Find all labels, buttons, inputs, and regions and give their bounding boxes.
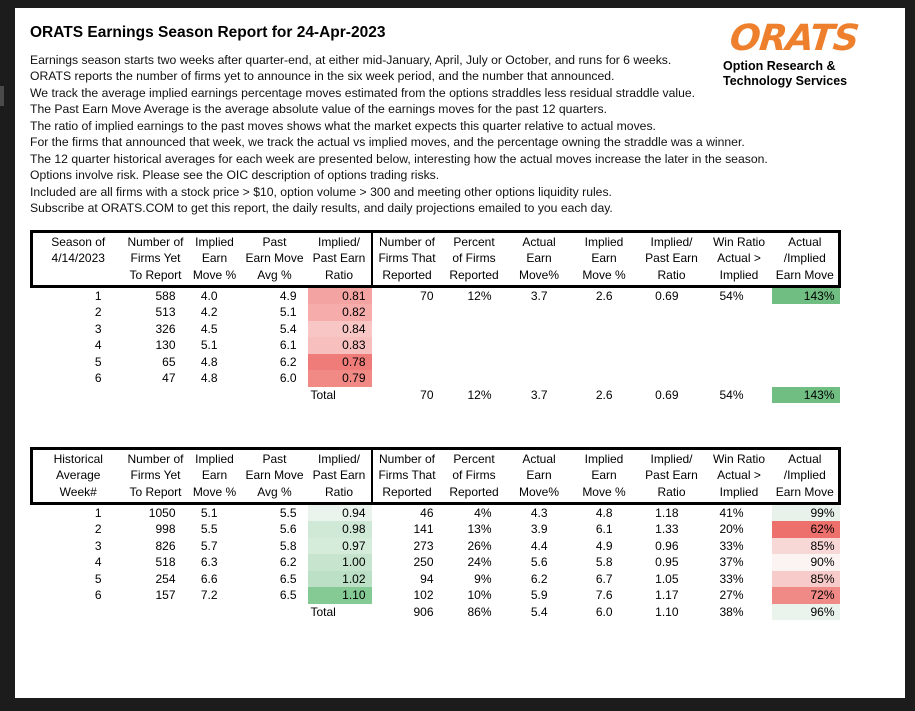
cell: 62% [772, 521, 840, 538]
column-header: Implied/ Past Earn Ratio [308, 449, 372, 504]
table-row [32, 554, 840, 571]
cell: 24% [467, 555, 492, 570]
cell [637, 321, 707, 338]
table-row [32, 370, 840, 387]
cell: 90% [772, 554, 840, 571]
cell: 7.2 [200, 588, 218, 603]
cell [707, 337, 772, 354]
cell: 3.7 [530, 387, 548, 402]
orats-tagline-line1: Option Research & [723, 59, 836, 73]
cell: 326 [155, 321, 176, 336]
column-header: Implied Earn Move % [188, 232, 242, 287]
cell [572, 304, 637, 321]
column-header: Percent of Firms Reported [442, 449, 507, 504]
cell: 6.6 [200, 571, 218, 586]
cell: 65 [162, 354, 176, 369]
cell [372, 321, 442, 338]
cell: 518 [155, 555, 176, 570]
intro-line: For the firms that announced that week, we track the actual vs implied moves, and the percentage owning the straddle was a winner. [30, 135, 745, 150]
cell: 4% [474, 505, 492, 520]
cell [507, 321, 572, 338]
cell: 85% [772, 538, 840, 555]
report-title: ORATS Earnings Season Report for 24-Apr-2023 [30, 24, 386, 41]
cell: 6.5 [279, 571, 297, 586]
cell [507, 354, 572, 371]
cell: 1050 [148, 505, 176, 520]
cell: 12% [467, 288, 492, 303]
cell: 102 [413, 588, 434, 603]
cell: 6.3 [200, 555, 218, 570]
cell [442, 321, 507, 338]
cell: Total [310, 387, 336, 402]
cell [772, 354, 840, 371]
column-header: Implied Earn Move % [188, 449, 242, 504]
cell: 2 [94, 522, 102, 537]
cell: 94 [420, 571, 434, 586]
cell: 96% [772, 604, 840, 621]
column-header: Actual Earn Move% [507, 232, 572, 287]
column-header: Actual /Implied Earn Move [772, 232, 840, 287]
cell: 3 [94, 538, 102, 553]
cell [507, 304, 572, 321]
cell: 2.6 [595, 288, 613, 303]
cell: 47 [162, 371, 176, 386]
cell: 513 [155, 305, 176, 320]
cell: 6.0 [595, 604, 613, 619]
cell: 1.10 [308, 587, 372, 604]
cell: 9% [474, 571, 492, 586]
total-row [32, 387, 840, 404]
cell: 6 [94, 588, 102, 603]
cell [637, 337, 707, 354]
cell: 0.82 [308, 304, 372, 321]
cell: 250 [413, 555, 434, 570]
cell [507, 337, 572, 354]
cell: 4 [94, 338, 102, 353]
table-row [32, 571, 840, 588]
table-row [32, 521, 840, 538]
cell: 54% [719, 288, 744, 303]
cell: 130 [155, 338, 176, 353]
cell: 6.1 [279, 338, 297, 353]
cell: 6.1 [595, 522, 613, 537]
cell [572, 337, 637, 354]
cell: 5.5 [200, 522, 218, 537]
cell: 143% [772, 387, 840, 404]
cell [707, 370, 772, 387]
header-row [32, 232, 840, 287]
report-page [15, 8, 905, 698]
cell: 588 [155, 288, 176, 303]
cell: 4 [94, 555, 102, 570]
intro-line: The Past Earn Move Average is the average absolute value of the earnings moves for the past 12 quarters. [30, 102, 607, 117]
cell [772, 304, 840, 321]
cell: 826 [155, 538, 176, 553]
cell: 0.69 [655, 387, 679, 402]
cell: 0.84 [308, 321, 372, 338]
cell: 2.6 [595, 387, 613, 402]
cell: 1 [94, 505, 102, 520]
cell: 141 [413, 522, 434, 537]
intro-text [30, 52, 780, 217]
cell: 6.2 [530, 571, 548, 586]
intro-line: Options involve risk. Please see the OIC description of options trading risks. [30, 168, 440, 183]
cell [32, 604, 124, 621]
cell: 3.9 [530, 522, 548, 537]
cell: 5.8 [279, 538, 297, 553]
cell: 6.5 [279, 588, 297, 603]
cell: 70 [420, 288, 434, 303]
table-row [32, 337, 840, 354]
cell: 4.9 [279, 288, 297, 303]
cell: 70 [420, 387, 434, 402]
orats-tagline-line2: Technology Services [723, 74, 848, 88]
cell: 1 [94, 288, 102, 303]
intro-line: We track the average implied earnings percentage moves estimated from the options straddles less residual straddle value. [30, 85, 696, 100]
cell: 27% [719, 588, 744, 603]
cell: 10% [467, 588, 492, 603]
cell [507, 370, 572, 387]
intro-line: Subscribe at ORATS.COM to get this report, the daily results, and daily projections emailed to you each day. [30, 201, 613, 216]
cell: 54% [719, 387, 744, 402]
table-row [32, 587, 840, 604]
cell: 5.4 [279, 321, 297, 336]
cell: 33% [719, 538, 744, 553]
cell: 4.5 [200, 321, 218, 336]
cell: 0.78 [308, 354, 372, 371]
column-header: Actual Earn Move% [507, 449, 572, 504]
cell [188, 387, 242, 404]
cell [372, 304, 442, 321]
cell [572, 370, 637, 387]
column-header: Win Ratio Actual > Implied [707, 232, 772, 287]
cell [772, 337, 840, 354]
cell: 5.5 [279, 505, 297, 520]
cell: Total [310, 604, 336, 619]
cell: 254 [155, 571, 176, 586]
cell: 5.1 [200, 505, 218, 520]
column-header: Implied/ Past Earn Ratio [637, 449, 707, 504]
column-header: Win Ratio Actual > Implied [707, 449, 772, 504]
cell: 99% [772, 503, 840, 521]
table-row [32, 538, 840, 555]
cell: 998 [155, 522, 176, 537]
cell [572, 321, 637, 338]
cell: 1.18 [655, 505, 679, 520]
cell: 6.7 [595, 571, 613, 586]
column-header: Number of Firms Yet To Report [124, 449, 188, 504]
intro-line: The ratio of implied earnings to the past moves shows what the market expects this quarter relative to actual moves. [30, 118, 656, 133]
cell: 38% [719, 604, 744, 619]
column-header: Number of Firms That Reported [372, 232, 442, 287]
column-header: Past Earn Move Avg % [242, 232, 308, 287]
cell: 4.8 [595, 505, 613, 520]
cell [242, 387, 308, 404]
cell: 157 [155, 588, 176, 603]
cell: 0.81 [308, 286, 372, 304]
cell [707, 321, 772, 338]
cell: 906 [413, 604, 434, 619]
orats-wordmark-icon: ORATS [727, 18, 861, 59]
cell: 20% [719, 522, 744, 537]
column-header: Historical Average Week# [32, 449, 124, 504]
table-row [32, 286, 840, 304]
cell: 46 [420, 505, 434, 520]
cell: 4.4 [530, 538, 548, 553]
cell [442, 370, 507, 387]
cell: 26% [467, 538, 492, 553]
cell: 33% [719, 571, 744, 586]
cell [372, 337, 442, 354]
cell: 6.2 [279, 354, 297, 369]
cell: 0.98 [308, 521, 372, 538]
total-row [32, 604, 840, 621]
cell [572, 354, 637, 371]
cell: 1.17 [655, 588, 679, 603]
table-row [32, 304, 840, 321]
cell: 4.2 [200, 305, 218, 320]
cell: 13% [467, 522, 492, 537]
cell: 37% [719, 555, 744, 570]
cell: 5.9 [530, 588, 548, 603]
cell: 6.0 [279, 371, 297, 386]
historical-table [30, 447, 841, 620]
cell: 5.4 [530, 604, 548, 619]
cell: 273 [413, 538, 434, 553]
cell [772, 321, 840, 338]
cell [637, 354, 707, 371]
column-header: Number of Firms Yet To Report [124, 232, 188, 287]
cell [442, 304, 507, 321]
cell: 72% [772, 587, 840, 604]
cell: 86% [467, 604, 492, 619]
cell: 4.0 [200, 288, 218, 303]
cell [124, 604, 188, 621]
cell: 6 [94, 371, 102, 386]
cell: 3 [94, 321, 102, 336]
column-header: Season of 4/14/2023 [32, 232, 124, 287]
column-header: Implied/ Past Earn Ratio [637, 232, 707, 287]
header-row [32, 449, 840, 504]
season-table [30, 230, 841, 403]
cell [707, 304, 772, 321]
intro-line: Included are all firms with a stock price > $10, option volume > 300 and meeting other options liquidity rules. [30, 184, 612, 199]
cell: 1.33 [655, 522, 679, 537]
cell: 0.97 [308, 538, 372, 555]
cell [637, 370, 707, 387]
cell [372, 354, 442, 371]
cell: 0.95 [655, 555, 679, 570]
table-row [32, 503, 840, 521]
cell [242, 604, 308, 621]
cell: 2 [94, 305, 102, 320]
intro-line: Earnings season starts two weeks after quarter-end, at either mid-January, April, July or October, and runs for 6 weeks. [30, 53, 672, 67]
cell: 5.8 [595, 555, 613, 570]
cell: 4.9 [595, 538, 613, 553]
cell: 0.94 [308, 503, 372, 521]
column-header: Percent of Firms Reported [442, 232, 507, 287]
cell: 5.6 [279, 522, 297, 537]
column-header: Implied Earn Move % [572, 449, 637, 504]
cell: 1.10 [655, 604, 679, 619]
cell: 4.8 [200, 371, 218, 386]
cell: 1.05 [655, 571, 679, 586]
cell: 1.02 [308, 571, 372, 588]
cell: 7.6 [595, 588, 613, 603]
cell [32, 387, 124, 404]
cell: 1.00 [308, 554, 372, 571]
cell: 85% [772, 571, 840, 588]
cell: 0.96 [655, 538, 679, 553]
column-header: Implied Earn Move % [572, 232, 637, 287]
cell: 143% [772, 286, 840, 304]
cell [637, 304, 707, 321]
cell: 5 [94, 354, 102, 369]
cell: 6.2 [279, 555, 297, 570]
cell [372, 370, 442, 387]
cell: 12% [467, 387, 492, 402]
intro-line: The 12 quarter historical averages for each week are presented below, interesting how the actual moves increase the later in the season. [30, 151, 768, 166]
cell [442, 337, 507, 354]
cell: 5.1 [279, 305, 297, 320]
cell [772, 370, 840, 387]
cell: 4.3 [530, 505, 548, 520]
cell: 4.8 [200, 354, 218, 369]
cell: 0.79 [308, 370, 372, 387]
column-header: Actual /Implied Earn Move [772, 449, 840, 504]
intro-line: ORATS reports the number of firms yet to announce in the six week period, and the number that announced. [30, 69, 615, 84]
cell [124, 387, 188, 404]
cell [707, 354, 772, 371]
table-row [32, 321, 840, 338]
column-header: Implied/ Past Earn Ratio [308, 232, 372, 287]
table-row [32, 354, 840, 371]
cell: 3.7 [530, 288, 548, 303]
cell [188, 604, 242, 621]
cell: 0.69 [655, 288, 679, 303]
column-header: Past Earn Move Avg % [242, 449, 308, 504]
cell [442, 354, 507, 371]
cell: 5.6 [530, 555, 548, 570]
column-header: Number of Firms That Reported [372, 449, 442, 504]
cell: 5.7 [200, 538, 218, 553]
cell: 0.83 [308, 337, 372, 354]
cell: 5.1 [200, 338, 218, 353]
scrollbar-fragment [0, 86, 4, 106]
cell: 41% [719, 505, 744, 520]
cell: 5 [94, 571, 102, 586]
